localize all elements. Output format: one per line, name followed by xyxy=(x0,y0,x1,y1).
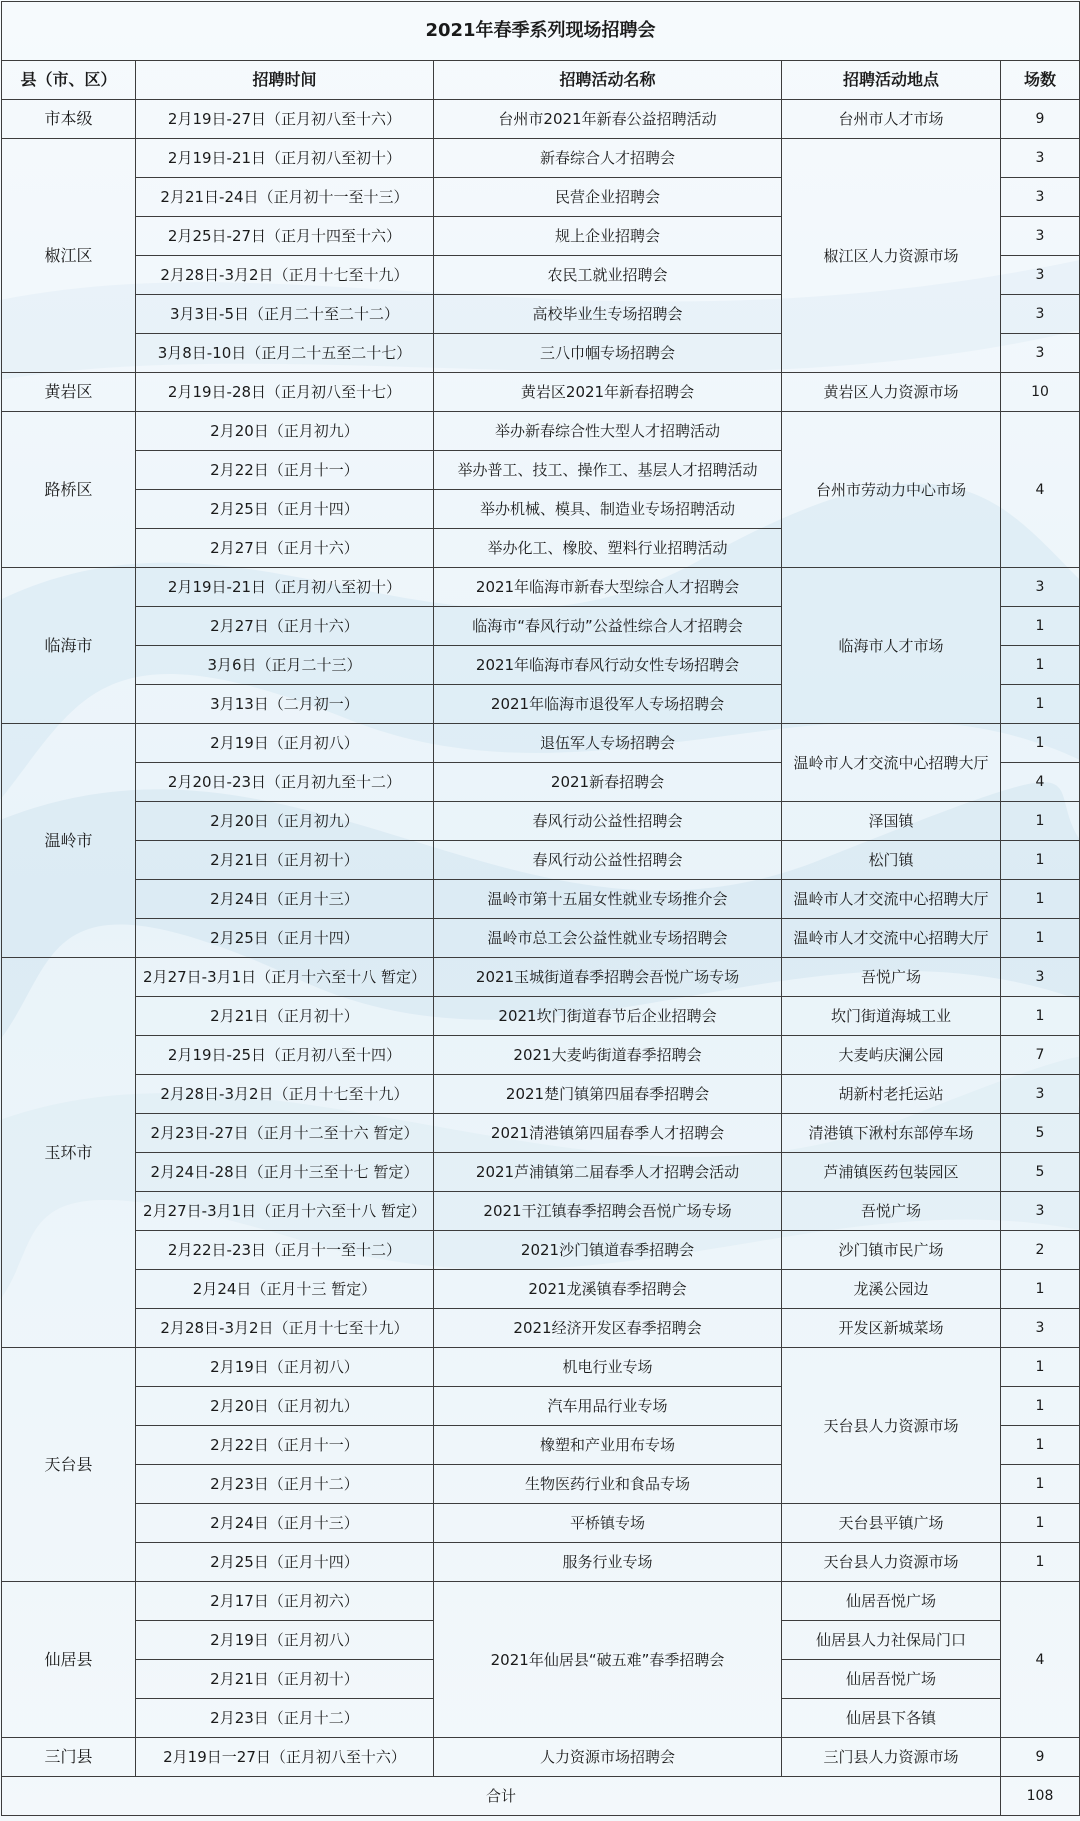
count-cell: 1 xyxy=(1001,1543,1080,1582)
total-label: 合计 xyxy=(2,1777,1001,1816)
venue-cell: 温岭市人才交流中心招聘大厅 xyxy=(782,919,1001,958)
count-cell: 3 xyxy=(1001,139,1080,178)
count-cell: 4 xyxy=(1001,1582,1080,1738)
table-row xyxy=(2,100,1080,139)
table-row xyxy=(2,802,1080,841)
event-cell: 温岭市总工会公益性就业专场招聘会 xyxy=(434,919,782,958)
count-cell: 3 xyxy=(1001,1075,1080,1114)
event-cell: 生物医药行业和食品专场 xyxy=(434,1465,782,1504)
header-event-name: 招聘活动名称 xyxy=(434,61,782,100)
time-cell: 2月19日-27日（正月初八至十六） xyxy=(136,100,434,139)
time-cell: 2月19日-21日（正月初八至初十） xyxy=(136,568,434,607)
county-cell: 三门县 xyxy=(2,1738,136,1777)
county-cell: 路桥区 xyxy=(2,412,136,568)
venue-cell: 芦浦镇医药包装园区 xyxy=(782,1153,1001,1192)
venue-cell: 天台县人力资源市场 xyxy=(782,1348,1001,1504)
count-cell: 1 xyxy=(1001,646,1080,685)
table-row xyxy=(2,1309,1080,1348)
count-cell: 1 xyxy=(1001,1270,1080,1309)
venue-cell: 泽国镇 xyxy=(782,802,1001,841)
event-cell: 举办普工、技工、操作工、基层人才招聘活动 xyxy=(434,451,782,490)
time-cell: 2月19日一27日（正月初八至十六） xyxy=(136,1738,434,1777)
time-cell: 2月25日-27日（正月十四至十六） xyxy=(136,217,434,256)
count-cell: 9 xyxy=(1001,1738,1080,1777)
county-cell: 温岭市 xyxy=(2,724,136,958)
event-cell: 新春综合人才招聘会 xyxy=(434,139,782,178)
event-cell: 2021大麦屿街道春季招聘会 xyxy=(434,1036,782,1075)
time-cell: 2月24日（正月十三 暂定） xyxy=(136,1270,434,1309)
count-cell: 10 xyxy=(1001,373,1080,412)
time-cell: 2月20日-23日（正月初九至十二） xyxy=(136,763,434,802)
time-cell: 2月23日（正月十二） xyxy=(136,1699,434,1738)
time-cell: 2月20日（正月初九） xyxy=(136,412,434,451)
time-cell: 2月22日（正月十一） xyxy=(136,451,434,490)
venue-cell: 仙居县人力社保局门口 xyxy=(782,1621,1001,1660)
venue-cell: 仙居吾悦广场 xyxy=(782,1660,1001,1699)
event-cell: 机电行业专场 xyxy=(434,1348,782,1387)
event-cell: 2021芦浦镇第二届春季人才招聘会活动 xyxy=(434,1153,782,1192)
event-cell: 临海市“春风行动”公益性综合人才招聘会 xyxy=(434,607,782,646)
table-row xyxy=(2,139,1080,178)
event-cell: 2021新春招聘会 xyxy=(434,763,782,802)
table-row xyxy=(2,1153,1080,1192)
count-cell: 1 xyxy=(1001,997,1080,1036)
time-cell: 2月27日（正月十六） xyxy=(136,529,434,568)
count-cell: 1 xyxy=(1001,1387,1080,1426)
venue-cell: 开发区新城菜场 xyxy=(782,1309,1001,1348)
event-cell: 春风行动公益性招聘会 xyxy=(434,802,782,841)
count-cell: 3 xyxy=(1001,217,1080,256)
time-cell: 2月21日（正月初十） xyxy=(136,1660,434,1699)
table-row xyxy=(2,841,1080,880)
time-cell: 2月21日（正月初十） xyxy=(136,841,434,880)
event-cell: 三八巾帼专场招聘会 xyxy=(434,334,782,373)
count-cell: 9 xyxy=(1001,100,1080,139)
event-cell: 温岭市第十五届女性就业专场推介会 xyxy=(434,880,782,919)
event-cell: 平桥镇专场 xyxy=(434,1504,782,1543)
event-cell: 举办化工、橡胶、塑料行业招聘活动 xyxy=(434,529,782,568)
count-cell: 3 xyxy=(1001,256,1080,295)
count-cell: 3 xyxy=(1001,334,1080,373)
event-cell: 橡塑和产业用布专场 xyxy=(434,1426,782,1465)
venue-cell: 吾悦广场 xyxy=(782,1192,1001,1231)
count-cell: 3 xyxy=(1001,295,1080,334)
venue-cell: 黄岩区人力资源市场 xyxy=(782,373,1001,412)
table-row xyxy=(2,958,1080,997)
time-cell: 2月22日（正月十一） xyxy=(136,1426,434,1465)
event-cell: 规上企业招聘会 xyxy=(434,217,782,256)
event-cell: 退伍军人专场招聘会 xyxy=(434,724,782,763)
venue-cell: 龙溪公园边 xyxy=(782,1270,1001,1309)
venue-cell: 仙居县下各镇 xyxy=(782,1699,1001,1738)
header-venue: 招聘活动地点 xyxy=(782,61,1001,100)
count-cell: 3 xyxy=(1001,1309,1080,1348)
venue-cell: 椒江区人力资源市场 xyxy=(782,139,1001,373)
table-row xyxy=(2,568,1080,607)
venue-cell: 温岭市人才交流中心招聘大厅 xyxy=(782,880,1001,919)
event-cell: 台州市2021年新春公益招聘活动 xyxy=(434,100,782,139)
venue-cell: 临海市人才市场 xyxy=(782,568,1001,724)
event-cell: 2021龙溪镇春季招聘会 xyxy=(434,1270,782,1309)
table-row xyxy=(2,1348,1080,1387)
table-row xyxy=(2,1231,1080,1270)
event-cell: 2021年临海市新春大型综合人才招聘会 xyxy=(434,568,782,607)
count-cell: 4 xyxy=(1001,763,1080,802)
event-cell: 民营企业招聘会 xyxy=(434,178,782,217)
time-cell: 2月19日（正月初八） xyxy=(136,1621,434,1660)
table-row xyxy=(2,1114,1080,1153)
time-cell: 2月23日-27日（正月十二至十六 暂定） xyxy=(136,1114,434,1153)
time-cell: 2月19日-21日（正月初八至初十） xyxy=(136,139,434,178)
time-cell: 2月27日（正月十六） xyxy=(136,607,434,646)
county-cell: 玉环市 xyxy=(2,958,136,1348)
event-cell: 2021玉城街道春季招聘会吾悦广场专场 xyxy=(434,958,782,997)
count-cell: 5 xyxy=(1001,1114,1080,1153)
table-row xyxy=(2,1270,1080,1309)
table-row xyxy=(2,919,1080,958)
event-cell: 2021年临海市退役军人专场招聘会 xyxy=(434,685,782,724)
time-cell: 2月17日（正月初六） xyxy=(136,1582,434,1621)
time-cell: 2月24日-28日（正月十三至十七 暂定） xyxy=(136,1153,434,1192)
county-cell: 椒江区 xyxy=(2,139,136,373)
time-cell: 2月28日-3月2日（正月十七至十九） xyxy=(136,1309,434,1348)
event-cell: 黄岩区2021年新春招聘会 xyxy=(434,373,782,412)
count-cell: 1 xyxy=(1001,880,1080,919)
count-cell: 5 xyxy=(1001,1153,1080,1192)
event-cell: 2021清港镇第四届春季人才招聘会 xyxy=(434,1114,782,1153)
event-cell: 2021年临海市春风行动女性专场招聘会 xyxy=(434,646,782,685)
venue-cell: 清港镇下湫村东部停车场 xyxy=(782,1114,1001,1153)
time-cell: 2月19日-28日（正月初八至十七） xyxy=(136,373,434,412)
count-cell: 1 xyxy=(1001,1465,1080,1504)
table-row xyxy=(2,997,1080,1036)
venue-cell: 胡新村老托运站 xyxy=(782,1075,1001,1114)
venue-cell: 坎门街道海城工业 xyxy=(782,997,1001,1036)
venue-cell: 仙居吾悦广场 xyxy=(782,1582,1001,1621)
event-cell: 人力资源市场招聘会 xyxy=(434,1738,782,1777)
event-cell: 2021干江镇春季招聘会吾悦广场专场 xyxy=(434,1192,782,1231)
venue-cell: 温岭市人才交流中心招聘大厅 xyxy=(782,724,1001,802)
county-cell: 市本级 xyxy=(2,100,136,139)
total-count: 108 xyxy=(1001,1777,1080,1816)
count-cell: 1 xyxy=(1001,1504,1080,1543)
venue-cell: 大麦屿庆澜公园 xyxy=(782,1036,1001,1075)
time-cell: 2月23日（正月十二） xyxy=(136,1465,434,1504)
recruitment-table xyxy=(1,1,1080,1816)
venue-cell: 吾悦广场 xyxy=(782,958,1001,997)
table-row xyxy=(2,1036,1080,1075)
count-cell: 1 xyxy=(1001,1426,1080,1465)
venue-cell: 台州市人才市场 xyxy=(782,100,1001,139)
event-cell: 举办新春综合性大型人才招聘活动 xyxy=(434,412,782,451)
recruitment-table-sheet xyxy=(1,1,1079,1820)
count-cell: 3 xyxy=(1001,568,1080,607)
count-cell: 3 xyxy=(1001,958,1080,997)
time-cell: 2月19日-25日（正月初八至十四） xyxy=(136,1036,434,1075)
count-cell: 2 xyxy=(1001,1231,1080,1270)
event-cell: 2021年仙居县“破五难”春季招聘会 xyxy=(434,1582,782,1738)
time-cell: 2月19日（正月初八） xyxy=(136,1348,434,1387)
count-cell: 1 xyxy=(1001,841,1080,880)
venue-cell: 天台县人力资源市场 xyxy=(782,1543,1001,1582)
time-cell: 2月22日-23日（正月十一至十二） xyxy=(136,1231,434,1270)
time-cell: 3月3日-5日（正月二十至二十二） xyxy=(136,295,434,334)
count-cell: 1 xyxy=(1001,802,1080,841)
county-cell: 临海市 xyxy=(2,568,136,724)
event-cell: 春风行动公益性招聘会 xyxy=(434,841,782,880)
event-cell: 2021经济开发区春季招聘会 xyxy=(434,1309,782,1348)
table-row xyxy=(2,1738,1080,1777)
table-row xyxy=(2,373,1080,412)
count-cell: 3 xyxy=(1001,178,1080,217)
county-cell: 仙居县 xyxy=(2,1582,136,1738)
event-cell: 汽车用品行业专场 xyxy=(434,1387,782,1426)
time-cell: 3月6日（正月二十三） xyxy=(136,646,434,685)
header-county: 县（市、区） xyxy=(2,61,136,100)
time-cell: 3月13日（二月初一） xyxy=(136,685,434,724)
time-cell: 2月28日-3月2日（正月十七至十九） xyxy=(136,1075,434,1114)
table-row xyxy=(2,412,1080,451)
time-cell: 2月28日-3月2日（正月十七至十九） xyxy=(136,256,434,295)
time-cell: 2月25日（正月十四） xyxy=(136,1543,434,1582)
table-row xyxy=(2,1075,1080,1114)
count-cell: 3 xyxy=(1001,1192,1080,1231)
count-cell: 1 xyxy=(1001,724,1080,763)
header-count: 场数 xyxy=(1001,61,1080,100)
time-cell: 2月24日（正月十三） xyxy=(136,1504,434,1543)
count-cell: 1 xyxy=(1001,607,1080,646)
event-cell: 2021楚门镇第四届春季招聘会 xyxy=(434,1075,782,1114)
event-cell: 高校毕业生专场招聘会 xyxy=(434,295,782,334)
time-cell: 2月21日（正月初十） xyxy=(136,997,434,1036)
venue-cell: 天台县平镇广场 xyxy=(782,1504,1001,1543)
table-row xyxy=(2,1582,1080,1621)
time-cell: 3月8日-10日（正月二十五至二十七） xyxy=(136,334,434,373)
table-row xyxy=(2,1543,1080,1582)
table-row xyxy=(2,724,1080,763)
venue-cell: 三门县人力资源市场 xyxy=(782,1738,1001,1777)
count-cell: 1 xyxy=(1001,919,1080,958)
venue-cell: 台州市劳动力中心市场 xyxy=(782,412,1001,568)
time-cell: 2月20日（正月初九） xyxy=(136,1387,434,1426)
table-row xyxy=(2,1192,1080,1231)
time-cell: 2月25日（正月十四） xyxy=(136,919,434,958)
venue-cell: 沙门镇市民广场 xyxy=(782,1231,1001,1270)
table-title: 2021年春季系列现场招聘会 xyxy=(2,2,1080,61)
time-cell: 2月21日-24日（正月初十一至十三） xyxy=(136,178,434,217)
table-row xyxy=(2,1504,1080,1543)
count-cell: 4 xyxy=(1001,412,1080,568)
count-cell: 7 xyxy=(1001,1036,1080,1075)
count-cell: 1 xyxy=(1001,685,1080,724)
venue-cell: 松门镇 xyxy=(782,841,1001,880)
total-row xyxy=(2,1777,1080,1816)
count-cell: 1 xyxy=(1001,1348,1080,1387)
table-header-row xyxy=(2,61,1080,100)
event-cell: 服务行业专场 xyxy=(434,1543,782,1582)
time-cell: 2月24日（正月十三） xyxy=(136,880,434,919)
event-cell: 举办机械、模具、制造业专场招聘活动 xyxy=(434,490,782,529)
event-cell: 2021坎门街道春节后企业招聘会 xyxy=(434,997,782,1036)
time-cell: 2月20日（正月初九） xyxy=(136,802,434,841)
table-title-row xyxy=(2,2,1080,61)
time-cell: 2月25日（正月十四） xyxy=(136,490,434,529)
time-cell: 2月19日（正月初八） xyxy=(136,724,434,763)
event-cell: 2021沙门镇道春季招聘会 xyxy=(434,1231,782,1270)
time-cell: 2月27日-3月1日（正月十六至十八 暂定） xyxy=(136,1192,434,1231)
county-cell: 黄岩区 xyxy=(2,373,136,412)
county-cell: 天台县 xyxy=(2,1348,136,1582)
event-cell: 农民工就业招聘会 xyxy=(434,256,782,295)
header-time: 招聘时间 xyxy=(136,61,434,100)
table-row xyxy=(2,880,1080,919)
time-cell: 2月27日-3月1日（正月十六至十八 暂定） xyxy=(136,958,434,997)
